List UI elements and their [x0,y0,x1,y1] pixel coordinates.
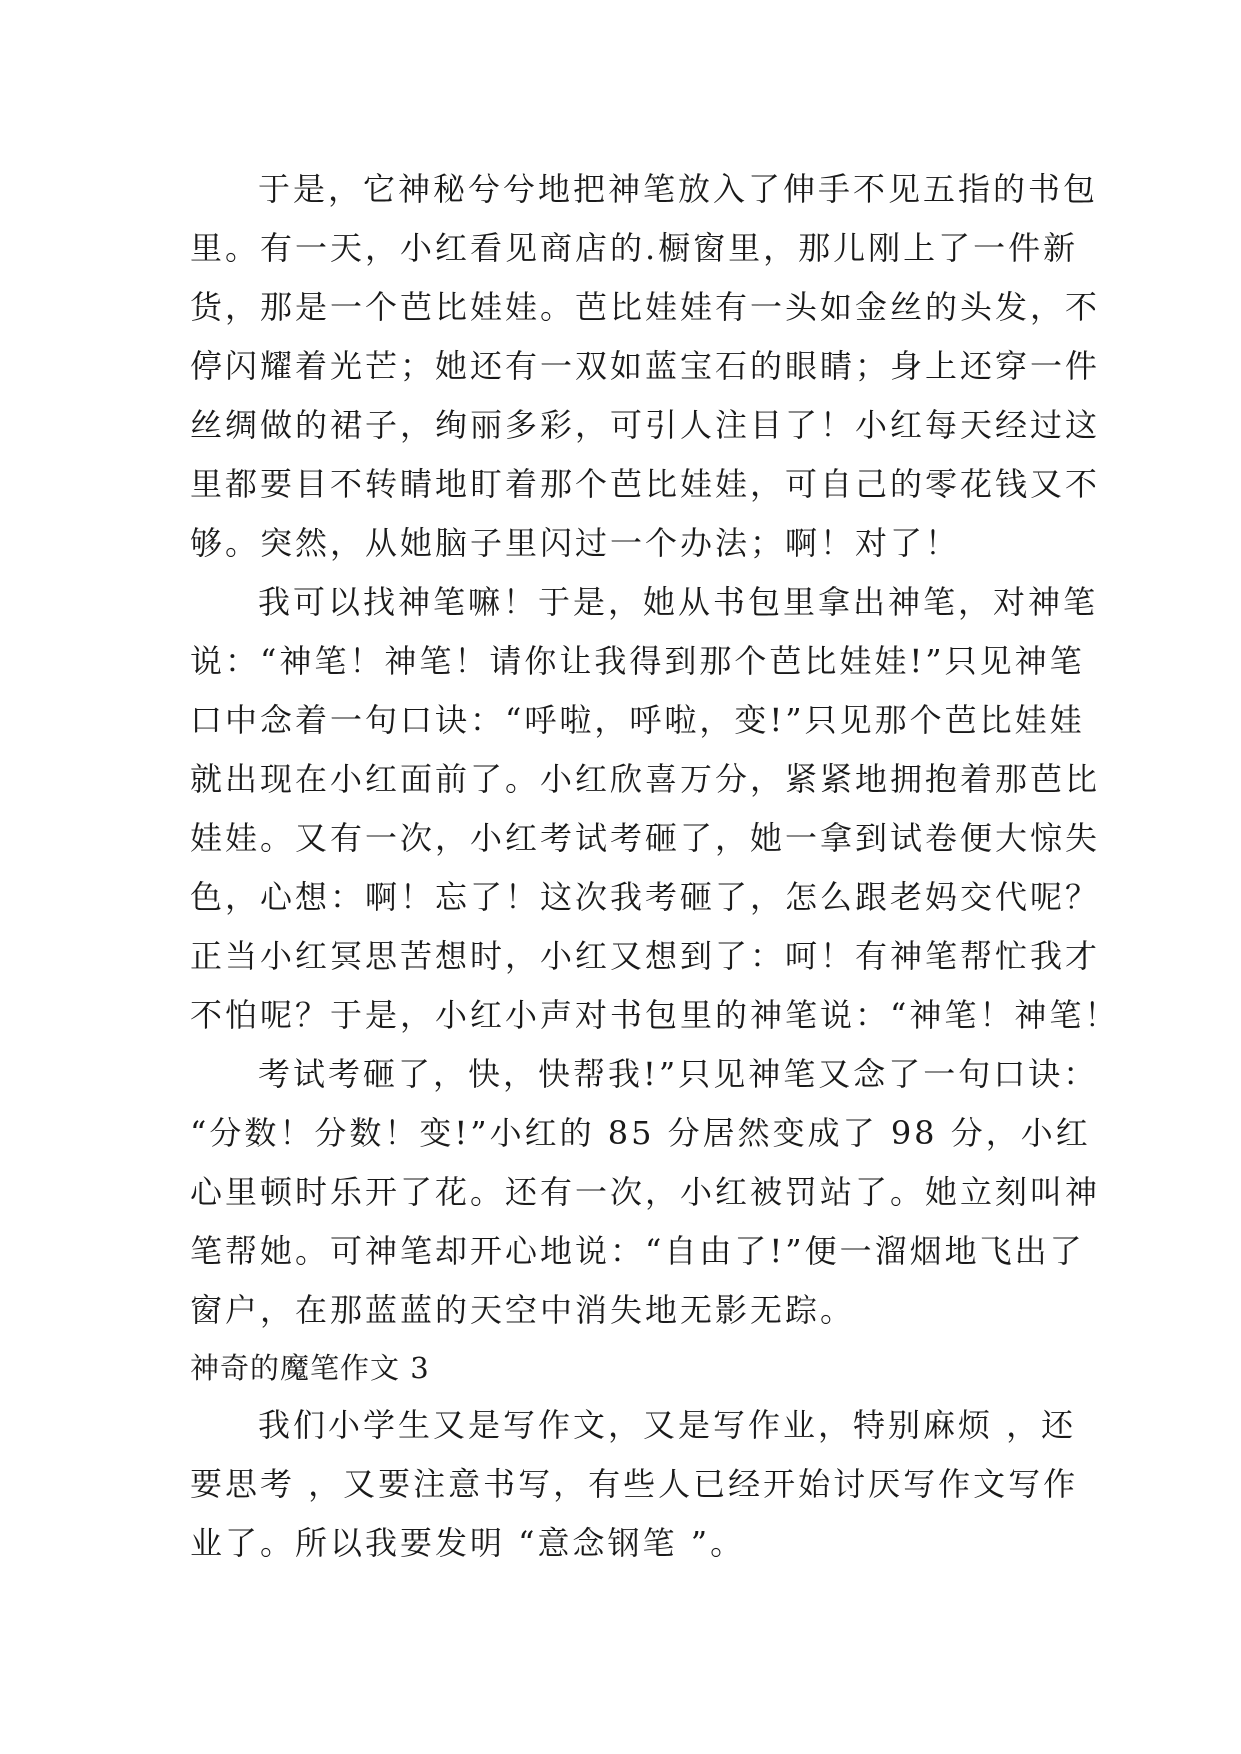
text-line: 笔帮她。可神笔却开心地说：“自由了!”便一溜烟地飞出了 [190,1232,1085,1270]
text-line: 色，心想：啊！忘了！这次我考砸了，怎么跟老妈交代呢？ [190,878,1101,916]
text-line: 就出现在小红面前了。小红欣喜万分，紧紧地拥抱着那芭比 [190,760,1101,798]
paragraph-1 [190,160,1101,573]
text-line: 考试考砸了，快，快帮我!”只见神笔又念了一句口诀： [258,1055,1099,1093]
text-line: 正当小红冥思苦想时，小红又想到了：呵！有神笔帮忙我才 [190,937,1101,975]
text-line: 要思考 ，又要注意书写，有些人已经开始讨厌写作文写作 [190,1465,1079,1503]
text-line: 窗户，在那蓝蓝的天空中消失地无影无踪。 [190,1291,856,1329]
text-line: “分数！分数！变!”小红的 85 分居然变成了 98 分，小红 [190,1114,1091,1152]
text-line: 口中念着一句口诀：“呼啦，呼啦，变!”只见那个芭比娃娃 [190,701,1085,739]
paragraph-2 [190,573,1120,1045]
text-line: 停闪耀着光芒；她还有一双如蓝宝石的眼睛；身上还穿一件 [190,347,1101,385]
text-line: 业了。所以我要发明 “意念钢笔 ”。 [190,1524,746,1562]
text-line: 说：“神笔！神笔！请你让我得到那个芭比娃娃!”只见神笔 [190,642,1085,680]
section-heading: 神奇的魔笔作文 3 [190,1351,430,1385]
text-line: 里都要目不转睛地盯着那个芭比娃娃，可自己的零花钱又不 [190,465,1101,503]
text-line: 不怕呢？于是，小红小声对书包里的神笔说：“神笔！神笔！ [190,996,1120,1034]
document-page [190,160,1120,1573]
text-line: 够。突然，从她脑子里闪过一个办法；啊！对了！ [190,524,961,562]
text-line: 丝绸做的裙子，绚丽多彩，可引人注目了！小红每天经过这 [190,406,1101,444]
text-line: 货，那是一个芭比娃娃。芭比娃娃有一头如金丝的头发，不 [190,288,1101,326]
paragraph-4 [190,1396,1079,1573]
text-line: 心里顿时乐开了花。还有一次，小红被罚站了。她立刻叫神 [190,1173,1101,1211]
text-line: 我们小学生又是写作文，又是写作业，特别麻烦 ，还 [258,1406,1077,1444]
text-line: 娃娃。又有一次，小红考试考砸了，她一拿到试卷便大惊失 [190,819,1101,857]
text-line: 于是，它神秘兮兮地把神笔放入了伸手不见五指的书包 [258,170,1099,208]
paragraph-3 [190,1045,1101,1340]
text-line: 里。有一天，小红看见商店的.橱窗里，那儿刚上了一件新 [190,229,1079,267]
text-line: 我可以找神笔嘛！于是，她从书包里拿出神笔，对神笔 [258,583,1099,621]
